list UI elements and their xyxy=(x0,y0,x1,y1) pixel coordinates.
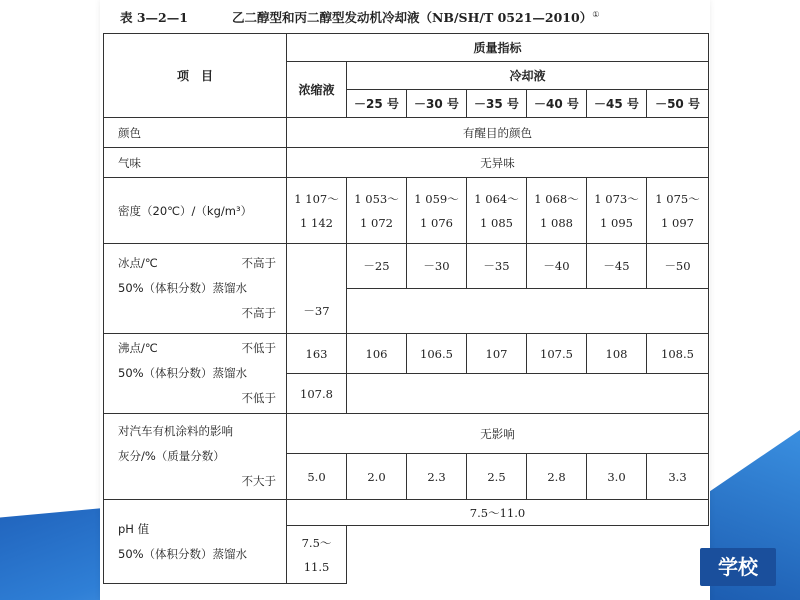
table-caption xyxy=(232,8,599,26)
label-freezing: 冰点/℃ 不高于 50%（体积分数）蒸馏水 不高于 xyxy=(104,244,287,334)
freezing-empty xyxy=(347,289,709,334)
header-grade: －25 号 xyxy=(347,90,407,118)
table-caption-text: 乙二醇型和丙二醇型发动机冷却液（NB/SH/T 0521—2010） xyxy=(232,10,593,25)
cell-freezing: －35 xyxy=(467,244,527,289)
cell-ph-concentrate: 7.5～ 11.5 xyxy=(287,526,347,584)
cell-freezing: －30 xyxy=(407,244,467,289)
cell-density: 1 068～ 1 088 xyxy=(527,178,587,244)
cell-density: 1 059～ 1 076 xyxy=(407,178,467,244)
label-color: 颜色 xyxy=(104,118,287,148)
freezing-concentrate-top xyxy=(287,244,347,289)
row-ph xyxy=(104,500,709,526)
value-odor: 无异味 xyxy=(287,148,709,178)
cell-ash: 2.5 xyxy=(467,454,527,500)
label-ph: pH 值 50%（体积分数）蒸馏水 xyxy=(104,500,287,584)
header-grade: －50 号 xyxy=(647,90,709,118)
cell-boiling: 107 xyxy=(467,334,527,374)
cell-boiling: 106 xyxy=(347,334,407,374)
label-paint-ash: 对汽车有机涂料的影响 灰分/%（质量分数） 不大于 xyxy=(104,414,287,500)
label-odor: 气味 xyxy=(104,148,287,178)
cell-boiling: 163 xyxy=(287,334,347,374)
cell-freezing: －50 xyxy=(647,244,709,289)
cell-ash: 5.0 xyxy=(287,454,347,500)
cell-density: 1 073～ 1 095 xyxy=(587,178,647,244)
header-grade: －35 号 xyxy=(467,90,527,118)
boiling-empty xyxy=(347,374,709,414)
table-title xyxy=(100,4,710,26)
header-grade: －30 号 xyxy=(407,90,467,118)
cell-freezing: －45 xyxy=(587,244,647,289)
header-grade: －40 号 xyxy=(527,90,587,118)
cell-ash: 2.3 xyxy=(407,454,467,500)
cell-boiling: 107.5 xyxy=(527,334,587,374)
value-ph: 7.5～11.0 xyxy=(287,500,709,526)
cell-freezing: －40 xyxy=(527,244,587,289)
cell-boiling-concentrate: 107.8 xyxy=(287,374,347,414)
cell-density: 1 053～ 1 072 xyxy=(347,178,407,244)
row-density xyxy=(104,178,709,244)
header-item: 项 目 xyxy=(104,34,287,118)
label-boiling: 沸点/℃ 不低于 50%（体积分数）蒸馏水 不低于 xyxy=(104,334,287,414)
cell-ash: 3.0 xyxy=(587,454,647,500)
cell-boiling: 106.5 xyxy=(407,334,467,374)
row-freezing xyxy=(104,244,709,289)
label-density: 密度（20℃）/（kg/m³） xyxy=(104,178,287,244)
cell-boiling: 108.5 xyxy=(647,334,709,374)
cell-ash: 2.0 xyxy=(347,454,407,500)
value-paint: 无影响 xyxy=(287,414,709,454)
table-number: 表 3—2—1 xyxy=(120,10,188,25)
ph-empty xyxy=(347,526,709,584)
cell-ash: 3.3 xyxy=(647,454,709,500)
cell-density: 1 064～ 1 085 xyxy=(467,178,527,244)
cell-freezing-concentrate: －37 xyxy=(287,289,347,334)
row-color xyxy=(104,118,709,148)
row-odor xyxy=(104,148,709,178)
header-grade: －45 号 xyxy=(587,90,647,118)
row-paint xyxy=(104,414,709,454)
row-boiling xyxy=(104,334,709,374)
cell-freezing: －25 xyxy=(347,244,407,289)
cell-boiling: 108 xyxy=(587,334,647,374)
cell-ash: 2.8 xyxy=(527,454,587,500)
cell-density: 1 107～ 1 142 xyxy=(287,178,347,244)
value-color: 有醒目的颜色 xyxy=(287,118,709,148)
school-logo-label: 学校 xyxy=(700,548,776,586)
coolant-spec-table xyxy=(103,33,709,584)
footnote-mark: ① xyxy=(592,9,600,19)
header-quality: 质量指标 xyxy=(287,34,709,62)
cell-density: 1 075～ 1 097 xyxy=(647,178,709,244)
header-concentrate: 浓缩液 xyxy=(287,62,347,118)
header-coolant: 冷却液 xyxy=(347,62,709,90)
